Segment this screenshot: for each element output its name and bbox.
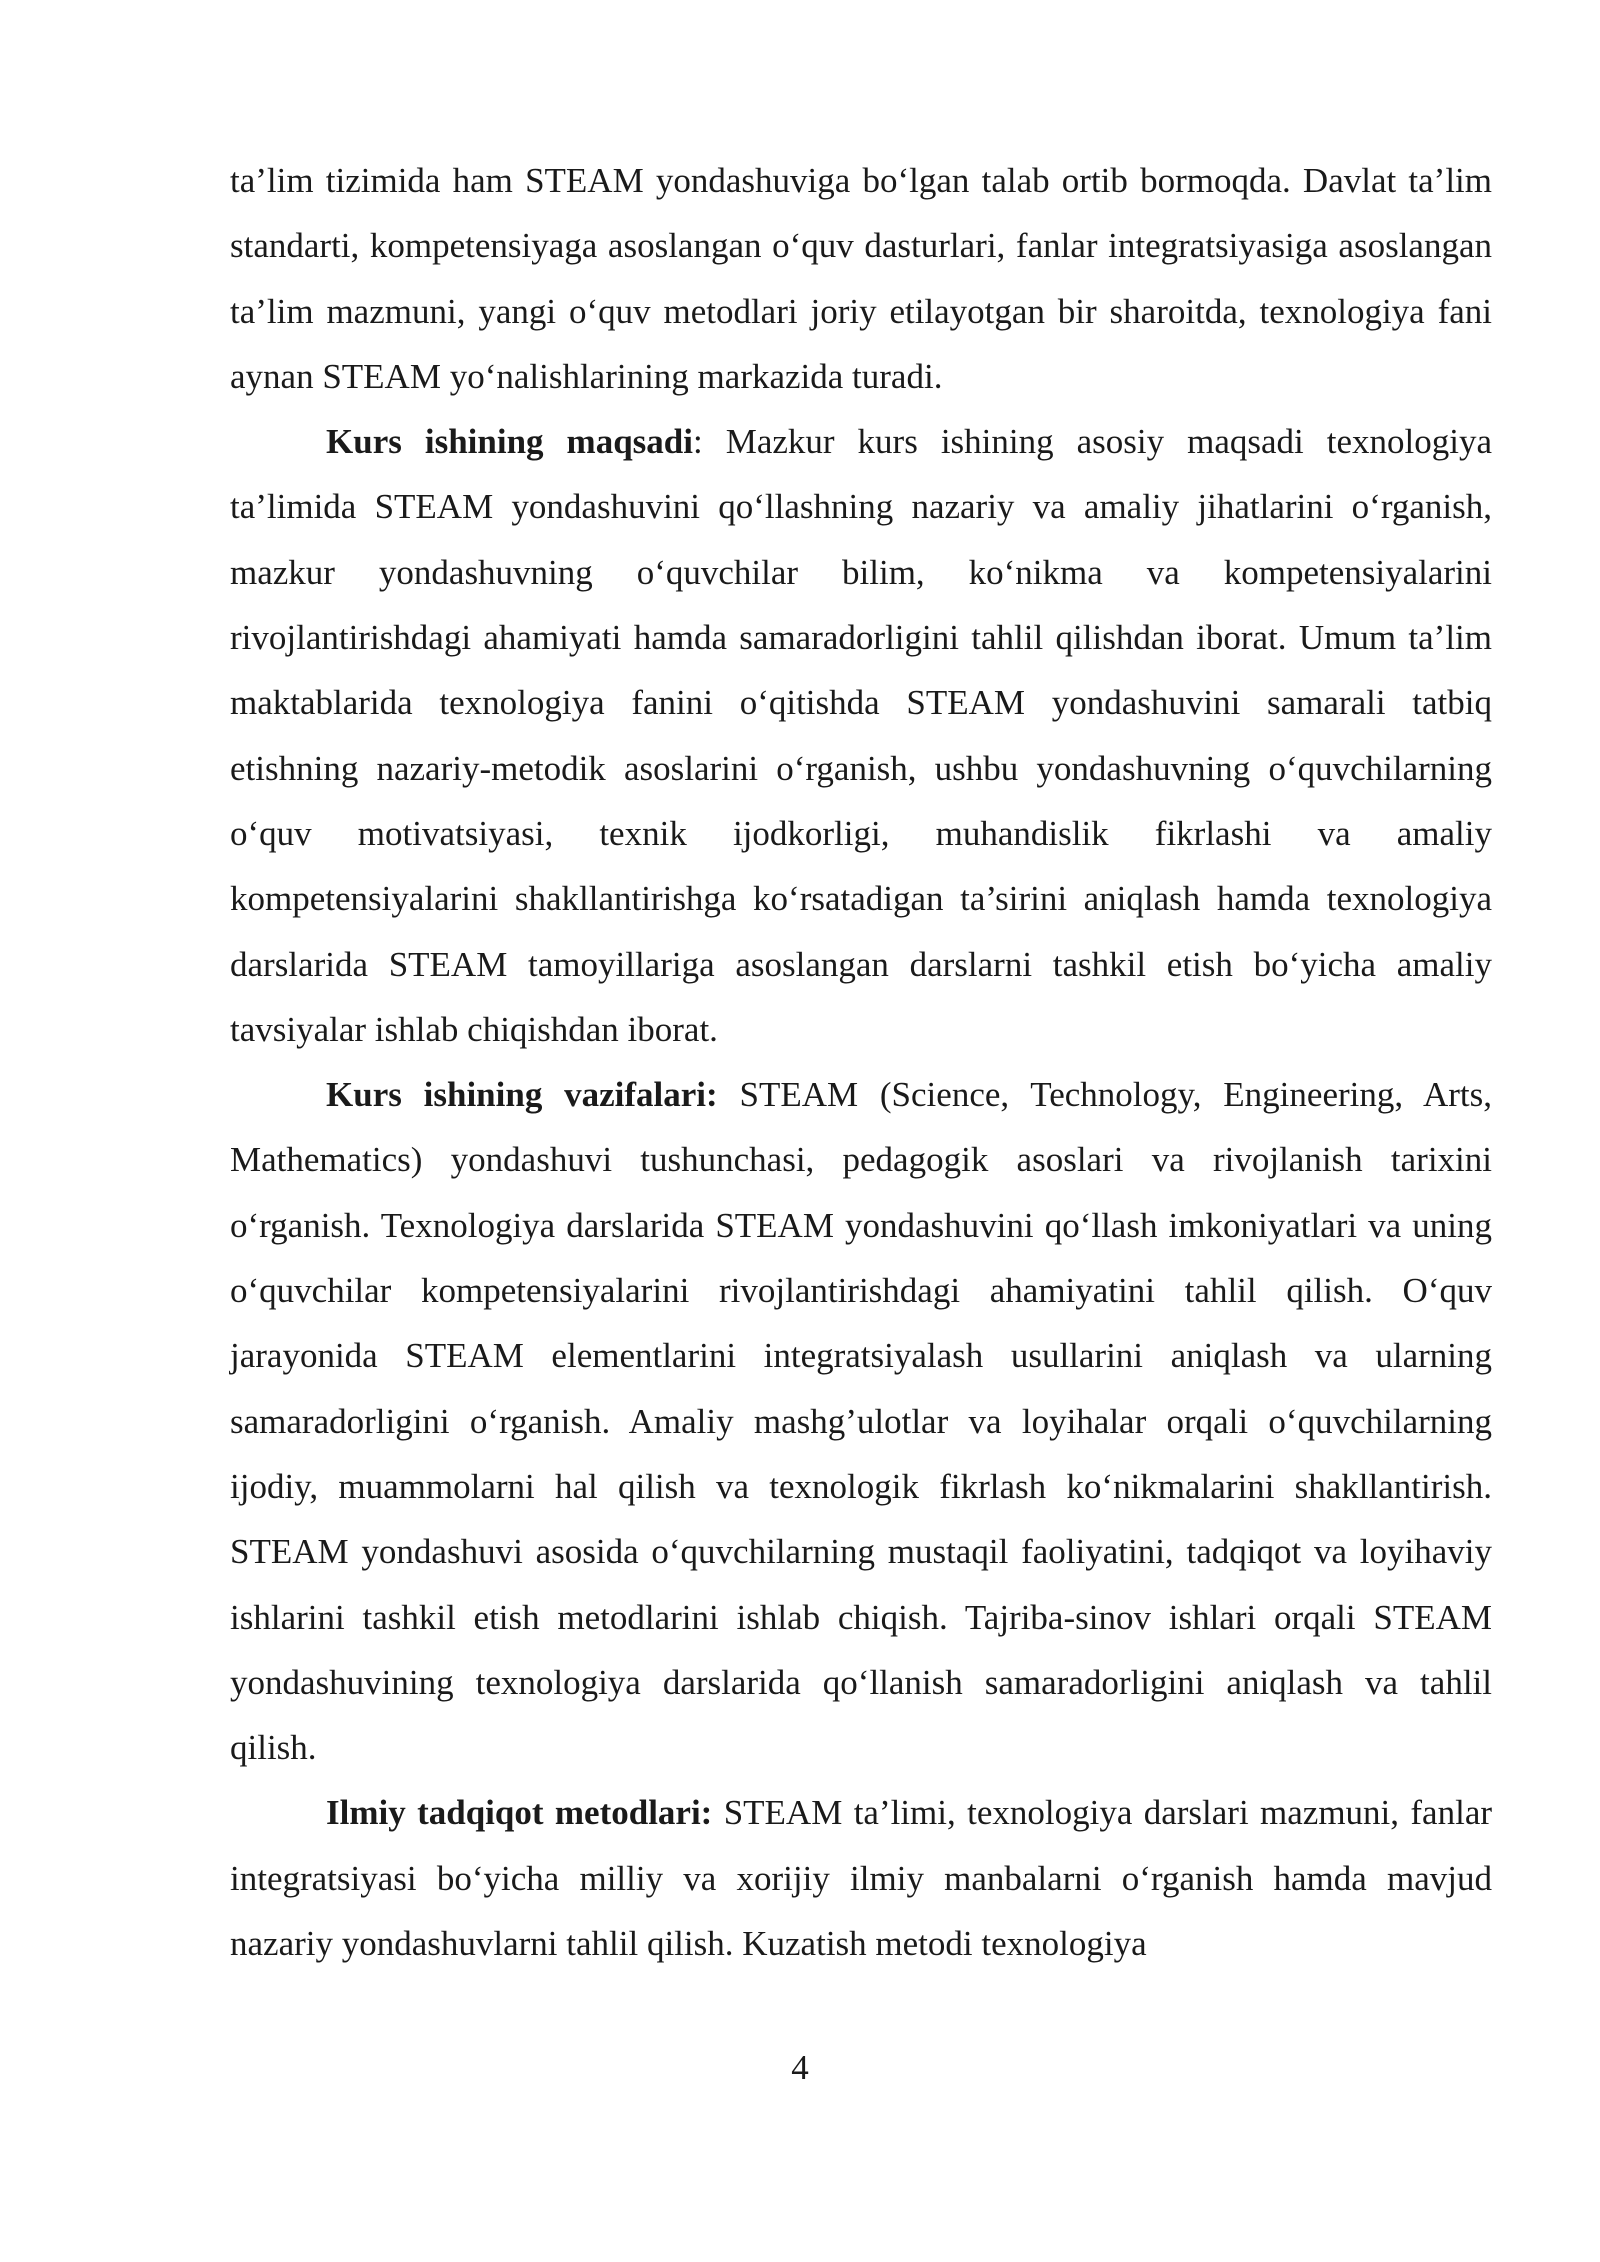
paragraph-heading-goal: Kurs ishining maqsadi [326, 422, 693, 462]
paragraph-research-methods [230, 1780, 1492, 1976]
paragraph-text: STEAM (Science, Technology, Engineering, Arts, Mathematics) yondashuvi tushunchasi, pedagogik asoslari va rivojlanish tarixini o‘rganish. Texnologiya darslarida STEAM yondashuvini qo‘llash imkoniyatlari va uning o‘quvchilar kompetensiyalarini rivojlantirishdagi ahamiyatini tahlil qilish. O‘quv jarayonida STEAM elementlarini integratsiyalash usullarini aniqlash va ularning samaradorligini o‘rganish. Amaliy mashg’ulotlar va loyihalar orqali o‘quvchilarning ijodiy, muammolarni hal qilish va texnologik fikrlash ko‘nikmalarini shakllantirish. STEAM yondashuvi asosida o‘quvchilarning mustaqil faoliyatini, tadqiqot va loyihaviy ishlarini tashkil etish metodlarini ishlab chiqish. Tajriba-sinov ishlari orqali STEAM yondashuvining texnologiya darslarida qo‘llanish samaradorligini aniqlash va tahlil qilish. [230, 1075, 1492, 1768]
page-number: 4 [791, 2048, 809, 2087]
paragraph-heading-methods: Ilmiy tadqiqot metodlari: [326, 1793, 713, 1833]
paragraph-course-goal [230, 409, 1492, 1062]
document-body [230, 148, 1492, 1976]
paragraph-text: ta’lim tizimida ham STEAM yondashuviga bo‘lgan talab ortib bormoqda. Davlat ta’lim standarti, kompetensiyaga asoslangan o‘quv dasturlari, fanlar integratsiyasiga asoslangan ta’lim mazmuni, yangi o‘quv metodlari joriy etilayotgan bir sharoitda, texnologiya fani aynan STEAM yo‘nalishlarining markazida turadi. [230, 161, 1492, 396]
paragraph-intro-continuation [230, 148, 1492, 409]
paragraph-text: STEAM ta’limi, texnologiya darslari mazmuni, fanlar integratsiyasi bo‘yicha milliy va xorijiy ilmiy manbalarni o‘rganish hamda mavjud nazariy yondashuvlarni tahlil qilish. Kuzatish metodi texnologiya [230, 1793, 1493, 1964]
paragraph-heading-tasks: Kurs ishining vazifalari: [326, 1075, 718, 1115]
paragraph-course-tasks [230, 1062, 1492, 1780]
paragraph-text: : Mazkur kurs ishining asosiy maqsadi texnologiya ta’limida STEAM yondashuvini qo‘llashning nazariy va amaliy jihatlarini o‘rganish, mazkur yondashuvning o‘quvchilar bilim, ko‘nikma va kompetensiyalarini rivojlantirishdagi ahamiyati hamda samaradorligini tahlil qilishdan iborat. Umum ta’lim maktablarida texnologiya fanini o‘qitishda STEAM yondashuvini samarali tatbiq etishning nazariy-metodik asoslarini o‘rganish, ushbu yondashuvning o‘quvchilarning o‘quv motivatsiyasi, texnik ijodkorligi, muhandislik fikrlashi va amaliy kompetensiyalarini shakllantirishga ko‘rsatadigan ta’sirini aniqlash hamda texnologiya darslarida STEAM tamoyillariga asoslangan darslarni tashkil etish bo‘yicha amaliy tavsiyalar ishlab chiqishdan iborat. [230, 422, 1492, 1049]
